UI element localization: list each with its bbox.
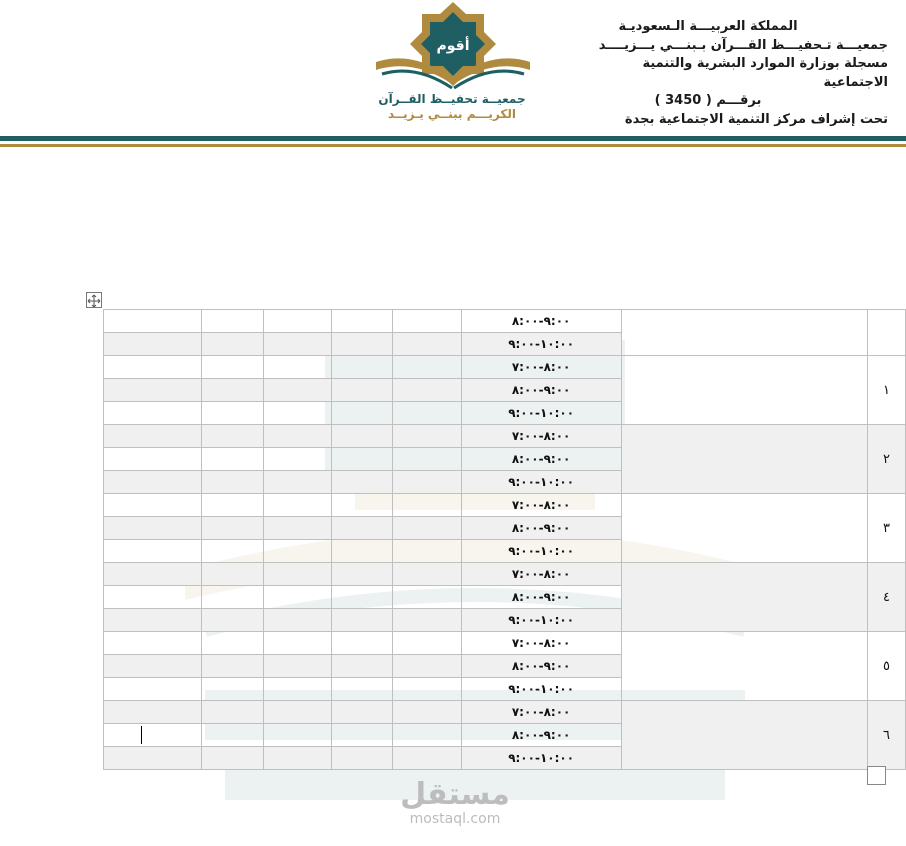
mostaql-watermark bbox=[380, 777, 530, 828]
table-cell[interactable] bbox=[104, 609, 202, 632]
table-cell[interactable] bbox=[331, 379, 392, 402]
table-cell[interactable] bbox=[104, 655, 202, 678]
table-cell[interactable] bbox=[263, 425, 331, 448]
table-cell[interactable] bbox=[331, 471, 392, 494]
table-cell[interactable] bbox=[263, 471, 331, 494]
group-number-cell[interactable]: ٤ bbox=[867, 563, 905, 632]
table-cell[interactable] bbox=[331, 747, 392, 770]
table-row bbox=[104, 563, 906, 586]
table-cell[interactable] bbox=[202, 379, 263, 402]
table-cell[interactable] bbox=[263, 678, 331, 701]
logo-name-line2: الكريـــم ببنــي يـزيــد bbox=[388, 107, 516, 121]
table-cell[interactable] bbox=[331, 402, 392, 425]
org-registration-number: برقـــم ( 3450 ) bbox=[654, 93, 762, 108]
organization-header bbox=[588, 18, 888, 129]
table-cell[interactable] bbox=[331, 609, 392, 632]
table-cell[interactable] bbox=[202, 471, 263, 494]
table-cell[interactable] bbox=[202, 448, 263, 471]
table-move-handle[interactable] bbox=[86, 292, 102, 308]
time-slot-cell[interactable]: ٩:٠٠-٨:٠٠ bbox=[461, 655, 621, 678]
time-slot-cell[interactable]: ٨:٠٠-٧:٠٠ bbox=[461, 563, 621, 586]
table-cell[interactable] bbox=[202, 402, 263, 425]
time-slot-cell[interactable]: ١٠:٠٠-٩:٠٠ bbox=[461, 747, 621, 770]
time-slot-cell[interactable]: ٩:٠٠-٨:٠٠ bbox=[461, 379, 621, 402]
table-cell[interactable] bbox=[393, 724, 461, 747]
table-cell[interactable] bbox=[104, 632, 202, 655]
table-cell[interactable] bbox=[202, 632, 263, 655]
table-cell[interactable] bbox=[263, 494, 331, 517]
table-row bbox=[104, 494, 906, 517]
header-line-gold bbox=[0, 144, 906, 147]
time-slot-cell[interactable]: ٩:٠٠-٨:٠٠ bbox=[461, 517, 621, 540]
table-cell[interactable] bbox=[202, 678, 263, 701]
table-cell[interactable] bbox=[331, 724, 392, 747]
table-cell[interactable] bbox=[331, 678, 392, 701]
table-cell[interactable] bbox=[331, 517, 392, 540]
table-cell[interactable] bbox=[263, 632, 331, 655]
time-slot-cell[interactable]: ٩:٠٠-٨:٠٠ bbox=[461, 724, 621, 747]
time-slot-cell[interactable]: ٨:٠٠-٧:٠٠ bbox=[461, 632, 621, 655]
table-row bbox=[104, 356, 906, 379]
table-cell[interactable] bbox=[393, 586, 461, 609]
group-content-cell[interactable] bbox=[621, 425, 867, 494]
group-number-cell[interactable]: ٦ bbox=[867, 701, 905, 770]
table-cell[interactable] bbox=[202, 609, 263, 632]
time-slot-cell[interactable]: ٩:٠٠-٨:٠٠ bbox=[461, 586, 621, 609]
table-cell[interactable] bbox=[104, 356, 202, 379]
table-cell[interactable] bbox=[202, 701, 263, 724]
time-slot-cell[interactable]: ١٠:٠٠-٩:٠٠ bbox=[461, 471, 621, 494]
table-cell[interactable] bbox=[202, 655, 263, 678]
table-cell[interactable] bbox=[202, 586, 263, 609]
table-cell[interactable] bbox=[393, 425, 461, 448]
table-cell[interactable] bbox=[331, 333, 392, 356]
logo-emblem-text: أقوم bbox=[436, 38, 470, 54]
table-cell[interactable] bbox=[331, 655, 392, 678]
table-cell[interactable] bbox=[393, 402, 461, 425]
table-cell[interactable] bbox=[202, 517, 263, 540]
table-cell[interactable] bbox=[202, 540, 263, 563]
table-cell[interactable] bbox=[393, 678, 461, 701]
mostaql-brand: مستقل bbox=[400, 777, 510, 812]
time-slot-cell[interactable]: ٨:٠٠-٧:٠٠ bbox=[461, 356, 621, 379]
table-cell[interactable] bbox=[263, 540, 331, 563]
group-number-cell[interactable]: ٥ bbox=[867, 632, 905, 701]
group-content-cell[interactable] bbox=[621, 701, 867, 770]
table-cell[interactable] bbox=[263, 586, 331, 609]
table-cell[interactable] bbox=[393, 563, 461, 586]
table-cell[interactable] bbox=[263, 448, 331, 471]
group-number-cell[interactable] bbox=[867, 310, 905, 356]
table-cell[interactable] bbox=[393, 655, 461, 678]
text-cursor bbox=[141, 726, 142, 744]
table-cell[interactable] bbox=[104, 310, 202, 333]
time-slot-cell[interactable]: ٨:٠٠-٧:٠٠ bbox=[461, 425, 621, 448]
table-cell[interactable] bbox=[263, 655, 331, 678]
table-cell[interactable] bbox=[104, 471, 202, 494]
table-cell[interactable] bbox=[104, 701, 202, 724]
table-cell[interactable] bbox=[202, 333, 263, 356]
table-cell[interactable] bbox=[104, 678, 202, 701]
table-row bbox=[104, 632, 906, 655]
table-cell[interactable] bbox=[263, 402, 331, 425]
time-slot-cell[interactable]: ١٠:٠٠-٩:٠٠ bbox=[461, 678, 621, 701]
table-cell[interactable] bbox=[104, 333, 202, 356]
time-slot-cell[interactable]: ١٠:٠٠-٩:٠٠ bbox=[461, 333, 621, 356]
table-cell[interactable] bbox=[263, 517, 331, 540]
move-arrows-icon bbox=[87, 294, 101, 308]
time-slot-cell[interactable]: ١٠:٠٠-٩:٠٠ bbox=[461, 402, 621, 425]
table-cell[interactable] bbox=[331, 632, 392, 655]
table-cell[interactable] bbox=[202, 356, 263, 379]
table-cell[interactable] bbox=[393, 494, 461, 517]
table-cell[interactable] bbox=[263, 701, 331, 724]
table-cell[interactable] bbox=[393, 540, 461, 563]
table-resize-handle[interactable] bbox=[867, 766, 886, 785]
table-cell[interactable] bbox=[393, 632, 461, 655]
mostaql-site: mostaql.com bbox=[409, 811, 501, 827]
table-cell[interactable] bbox=[202, 425, 263, 448]
table-cell[interactable] bbox=[202, 747, 263, 770]
time-slot-cell[interactable]: ١٠:٠٠-٩:٠٠ bbox=[461, 540, 621, 563]
table-cell[interactable] bbox=[104, 747, 202, 770]
header-divider bbox=[0, 136, 906, 147]
table-cell[interactable] bbox=[104, 402, 202, 425]
table-row bbox=[104, 701, 906, 724]
time-slot-cell[interactable]: ٩:٠٠-٨:٠٠ bbox=[461, 310, 621, 333]
time-slot-cell[interactable]: ٨:٠٠-٧:٠٠ bbox=[461, 701, 621, 724]
table-cell[interactable] bbox=[331, 563, 392, 586]
schedule-table bbox=[103, 309, 906, 770]
table-cell[interactable] bbox=[263, 310, 331, 333]
logo-name-line1: جمعيــة تحفيــظ القــرآن bbox=[378, 92, 526, 106]
table-cell[interactable] bbox=[393, 379, 461, 402]
table-cell[interactable] bbox=[263, 747, 331, 770]
time-slot-cell[interactable]: ٩:٠٠-٨:٠٠ bbox=[461, 448, 621, 471]
table-cell[interactable] bbox=[393, 609, 461, 632]
group-number-cell[interactable]: ١ bbox=[867, 356, 905, 425]
table-cell[interactable] bbox=[331, 540, 392, 563]
org-registration-ministry: مسجلة بوزارة الموارد البشرية والتنمية الاجتماعية bbox=[642, 56, 888, 90]
table-cell[interactable] bbox=[393, 701, 461, 724]
org-name: جمعيـــة تـحفيـــظ القـــرآن بـبنـــي يـــزيــــد bbox=[598, 37, 888, 53]
table-cell[interactable] bbox=[202, 310, 263, 333]
table-cell[interactable] bbox=[331, 701, 392, 724]
table-cell[interactable] bbox=[263, 379, 331, 402]
table-cell[interactable] bbox=[393, 747, 461, 770]
table-cell[interactable] bbox=[393, 448, 461, 471]
group-content-cell[interactable] bbox=[621, 356, 867, 425]
table-cell[interactable] bbox=[104, 448, 202, 471]
group-content-cell[interactable] bbox=[621, 632, 867, 701]
table-cell[interactable] bbox=[104, 379, 202, 402]
group-content-cell[interactable] bbox=[621, 563, 867, 632]
table-cell[interactable] bbox=[263, 356, 331, 379]
table-cell[interactable] bbox=[331, 448, 392, 471]
table-cell[interactable] bbox=[104, 517, 202, 540]
table-cell[interactable] bbox=[263, 609, 331, 632]
table-cell[interactable] bbox=[104, 425, 202, 448]
table-row bbox=[104, 425, 906, 448]
table-cell[interactable] bbox=[104, 563, 202, 586]
table-cell[interactable] bbox=[331, 586, 392, 609]
time-slot-cell[interactable]: ١٠:٠٠-٩:٠٠ bbox=[461, 609, 621, 632]
group-number-cell[interactable]: ٣ bbox=[867, 494, 905, 563]
org-supervision: تحت إشراف مركز التنمية الاجتماعية بجدة bbox=[624, 111, 888, 127]
table-row bbox=[104, 310, 906, 333]
table-cell[interactable] bbox=[202, 494, 263, 517]
table-cell[interactable] bbox=[263, 724, 331, 747]
table-cell[interactable] bbox=[393, 310, 461, 333]
table-cell-active[interactable] bbox=[104, 724, 202, 747]
table-cell[interactable] bbox=[104, 494, 202, 517]
group-content-cell[interactable] bbox=[621, 494, 867, 563]
group-content-cell[interactable] bbox=[621, 310, 867, 356]
table-cell[interactable] bbox=[202, 563, 263, 586]
table-cell[interactable] bbox=[104, 586, 202, 609]
time-slot-cell[interactable]: ٨:٠٠-٧:٠٠ bbox=[461, 494, 621, 517]
group-number-cell[interactable]: ٢ bbox=[867, 425, 905, 494]
table-cell[interactable] bbox=[263, 333, 331, 356]
table-cell[interactable] bbox=[393, 333, 461, 356]
table-cell[interactable] bbox=[331, 356, 392, 379]
table-cell[interactable] bbox=[202, 724, 263, 747]
table-cell[interactable] bbox=[331, 425, 392, 448]
logo-name bbox=[372, 92, 532, 122]
table-cell[interactable] bbox=[393, 471, 461, 494]
table-cell[interactable] bbox=[104, 540, 202, 563]
table-cell[interactable] bbox=[263, 563, 331, 586]
table-cell[interactable] bbox=[393, 517, 461, 540]
table-cell[interactable] bbox=[331, 310, 392, 333]
table-cell[interactable] bbox=[331, 494, 392, 517]
table-cell[interactable] bbox=[393, 356, 461, 379]
org-country: المملكة العربيـــة الـسعوديـة bbox=[618, 19, 798, 34]
